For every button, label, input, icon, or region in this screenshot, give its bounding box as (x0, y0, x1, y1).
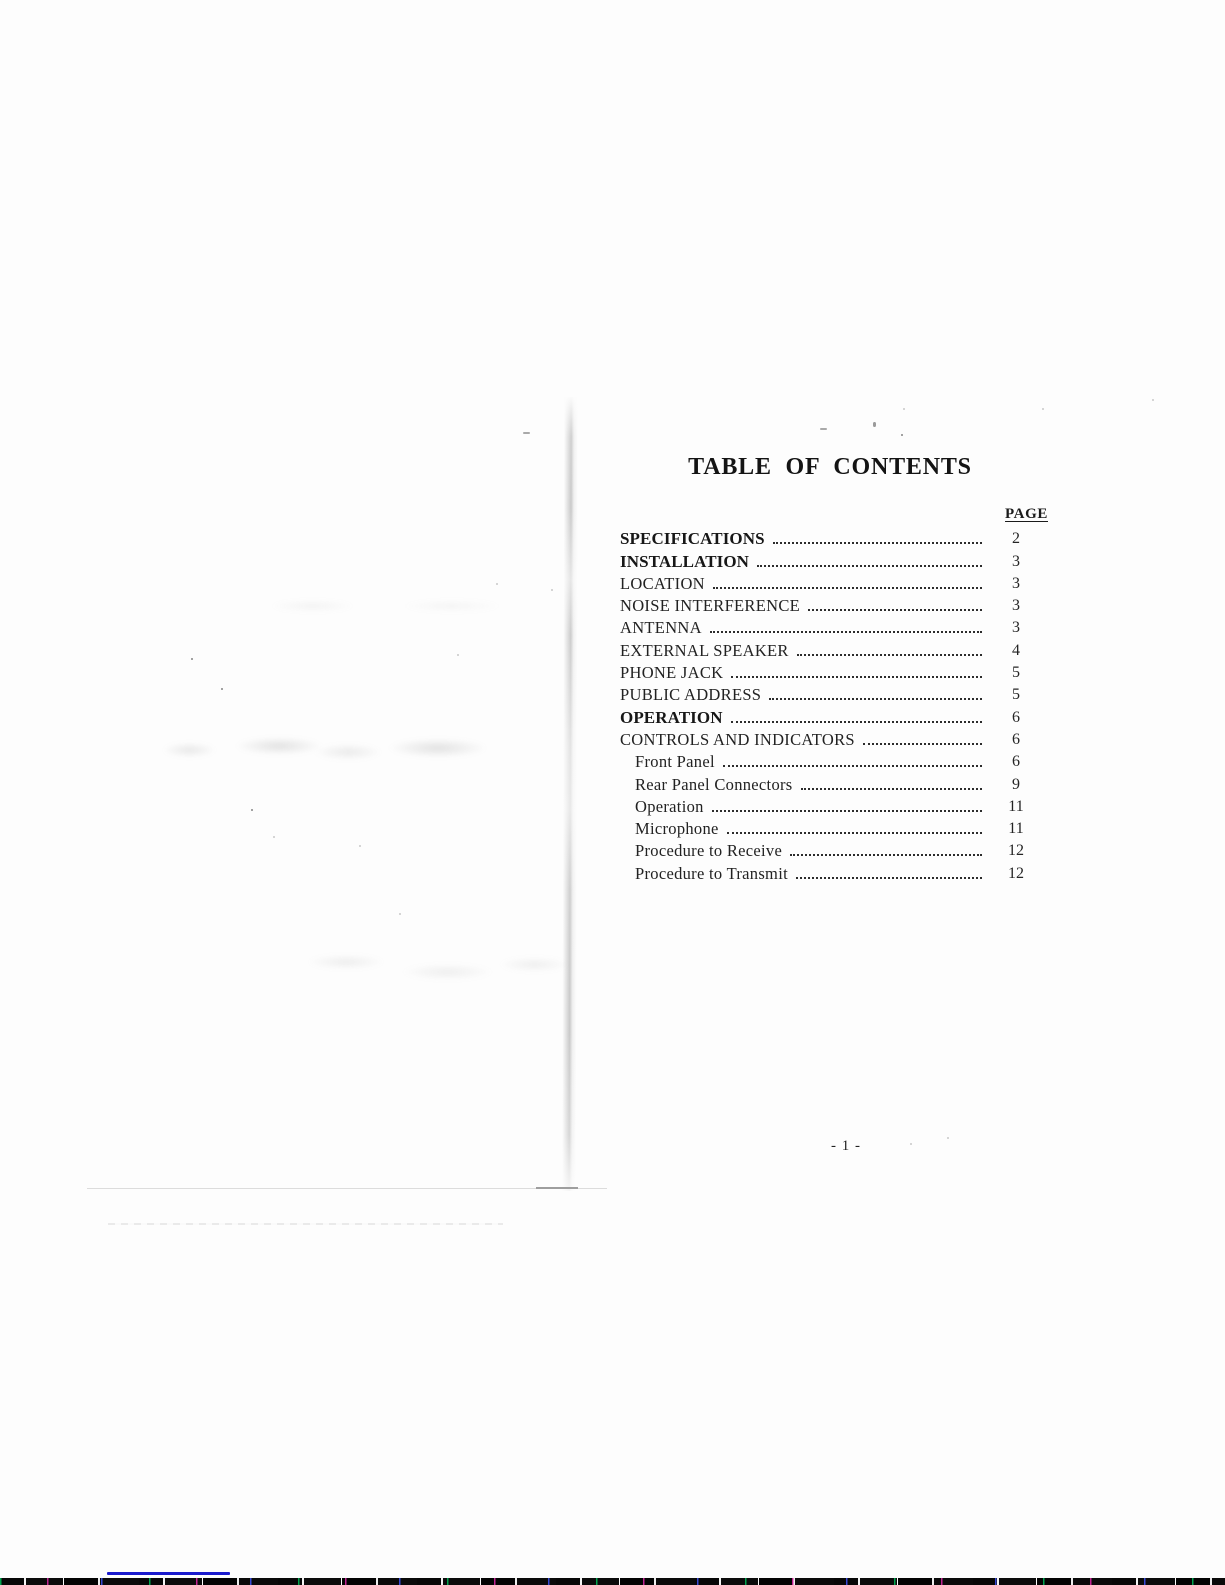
toc-row (620, 772, 1040, 794)
toc-leader-dots (712, 810, 982, 812)
toc-page-number: 12 (1008, 842, 1024, 860)
toc-row (620, 572, 1040, 594)
toc-row (620, 705, 1040, 727)
toc-entry-label: PUBLIC ADDRESS (620, 685, 762, 705)
scan-speck (221, 688, 223, 690)
toc-entry-label: PHONE JACK (620, 663, 724, 683)
toc-leader-dots (731, 721, 982, 723)
toc-row (620, 549, 1040, 571)
toc-page-number: 5 (1012, 664, 1020, 682)
toc-entry-label: Operation (635, 796, 704, 816)
page-edge-line-dark-segment (536, 1187, 578, 1189)
toc-leader-dots (769, 698, 982, 700)
toc-page-number: 5 (1012, 686, 1020, 704)
toc-leader-dots (713, 587, 982, 589)
toc-page-number: 3 (1012, 552, 1020, 570)
toc-page-number: 6 (1012, 708, 1020, 726)
toc-entry-label: Front Panel (635, 752, 715, 772)
toc-leader-dots (790, 854, 982, 856)
toc-entry-label: Procedure to Transmit (635, 863, 788, 883)
toc-row (620, 728, 1040, 750)
scan-speck (873, 422, 876, 427)
scan-speck (820, 428, 827, 430)
toc-page-number: 6 (1012, 730, 1020, 748)
toc-row (620, 683, 1040, 705)
toc-page-number: 4 (1012, 641, 1020, 659)
toc-row (620, 527, 1040, 549)
scan-speck (251, 809, 253, 811)
scan-speck (399, 913, 401, 915)
toc-row (620, 594, 1040, 616)
toc-page-number: 12 (1008, 864, 1024, 882)
toc-entry-label: CONTROLS AND INDICATORS (620, 729, 855, 749)
faint-dotted-line (108, 1223, 503, 1225)
toc-leader-dots (801, 788, 982, 790)
toc-row (620, 750, 1040, 772)
ghost-text-smudge (235, 592, 545, 620)
toc-leader-dots (797, 654, 982, 656)
toc-page-number: 11 (1008, 797, 1024, 815)
toc-row (620, 616, 1040, 638)
toc-row (620, 839, 1040, 861)
toc-page-number: 2 (1012, 530, 1020, 548)
toc-entry-label: OPERATION (620, 707, 723, 727)
scan-speck (551, 589, 553, 591)
scan-speck (1042, 408, 1044, 410)
toc-leader-dots (808, 609, 982, 611)
toc-list (620, 527, 1040, 884)
toc-leader-dots (731, 676, 982, 678)
toc-entry-label: NOISE INTERFERENCE (620, 596, 801, 616)
scan-speck (523, 432, 530, 434)
toc-page-number: 3 (1012, 574, 1020, 592)
toc-entry-label: Microphone (635, 819, 719, 839)
toc-leader-dots (727, 832, 982, 834)
ghost-text-smudge (148, 728, 493, 768)
toc-entry-label: ANTENNA (620, 618, 702, 638)
page-edge-line (87, 1188, 607, 1189)
book-fold-shadow (562, 397, 578, 1191)
scan-speck (947, 1137, 949, 1139)
page-title: TABLE OF CONTENTS (688, 454, 972, 480)
scan-speck (457, 654, 459, 656)
toc-leader-dots (723, 765, 982, 767)
page-column-header: PAGE (1005, 506, 1048, 522)
scan-speck (273, 836, 275, 838)
toc-row (620, 795, 1040, 817)
scan-speck (496, 583, 498, 585)
toc-row (620, 661, 1040, 683)
toc-page-number: 11 (1008, 820, 1024, 838)
scan-speck (359, 845, 361, 847)
toc-page-number: 9 (1012, 775, 1020, 793)
toc-leader-dots (863, 743, 982, 745)
toc-page-number: 3 (1012, 619, 1020, 637)
scan-speck (191, 658, 193, 660)
toc-row (620, 861, 1040, 883)
toc-entry-label: Rear Panel Connectors (635, 774, 793, 794)
scan-speck (901, 434, 903, 436)
ghost-text-smudge (288, 942, 578, 992)
toc-page-number: 6 (1012, 753, 1020, 771)
scan-speck (910, 1143, 912, 1145)
toc-entry-label: EXTERNAL SPEAKER (620, 640, 789, 660)
toc-leader-dots (757, 565, 982, 567)
toc-page-number: 3 (1012, 597, 1020, 615)
toc-entry-label: SPECIFICATIONS (620, 529, 765, 549)
toc-entry-label: Procedure to Receive (635, 841, 783, 861)
footer-page-number: - 1 - (831, 1138, 861, 1154)
toc-entry-label: INSTALLATION (620, 551, 750, 571)
scan-speck (1152, 399, 1154, 401)
toc-row (620, 817, 1040, 839)
toc-entry-label: LOCATION (620, 573, 705, 593)
toc-leader-dots (710, 631, 982, 633)
scanner-edge-noise-strip (0, 1578, 1225, 1585)
blue-scan-line (107, 1572, 230, 1575)
toc-row (620, 638, 1040, 660)
toc-leader-dots (773, 542, 982, 544)
scan-speck (903, 408, 905, 410)
toc-leader-dots (796, 877, 982, 879)
